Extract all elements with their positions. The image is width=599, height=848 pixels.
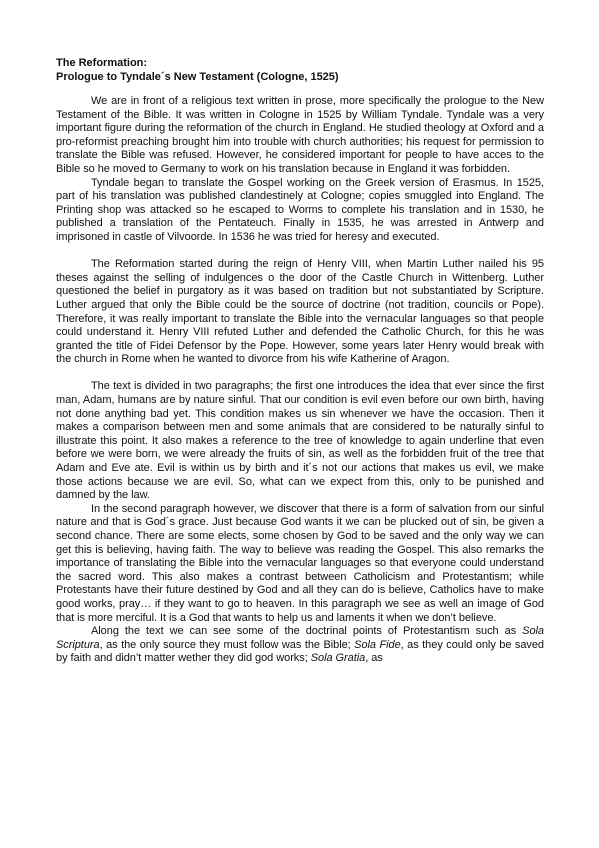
- paragraph-second-paragraph-analysis: In the second paragraph however, we discover that there is a form of salvation from our sinful nature and that is God´s grace. Just because God wants it we can be plucked out of sin, be given a second chance. There are some elects, some chosen by God to be saved and the only way we can get this is believing, having faith. The way to believe was reading the Gospel. This also remarks the importance of translating the Bible into the vernacular languages so that everyone could understand the sacred word. This also makes a contrast between Catholicism and Protestantism; while Protestants have their future destined by God and all they can do is believe, Catholics have to make good works, pray… if they want to go to heaven. In this paragraph we see as well an image of God that is more merciful. It is a God that wants to help us and laments it when we don’t believe.: [56, 502, 544, 624]
- text-segment: , as they could only be saved by faith and didn’t matter wether they did god works;: [56, 638, 544, 665]
- paragraph-tyndale-biography: Tyndale began to translate the Gospel working on the Greek version of Erasmus. In 1525, part of his translation was published clandestinely at Cologne; copies smuggled into England. The Printing shop was attacked so he escaped to Worms to complete his translation and in 1530, he published a translation of the Pentateuch. Finally in 1535, he was arrested in Antwerp and imprisoned in castle of Vilvoorde. In 1536 he was tried for heresy and executed.: [56, 176, 544, 243]
- italic-term: Sola Gratia: [310, 652, 366, 665]
- text-segment: , as: [365, 652, 383, 665]
- paragraph-doctrinal-points: [56, 625, 544, 666]
- text-segment: , as the only source they must follow was the Bible;: [99, 638, 355, 651]
- document-title: The Reformation:: [56, 57, 148, 69]
- text-segment: Along the text we can see some of the doctrinal points of Protestantism such as: [91, 625, 523, 638]
- italic-term: Sola Fide: [354, 638, 401, 651]
- paragraph-text-structure: The text is divided in two paragraphs; the first one introduces the idea that ever since the first man, Adam, humans are by nature sinful. That our condition is evil even before our own birth, having not done anything bad yet. This condition makes us sin whenever we have the occasion. Then it makes a comparison between men and some animals that are considered to be naturally sinful to illustrate this point. It also makes a reference to the tree of knowledge to again underline that even before we were born, we were already the fruits of sin, as well as the forbidden fruit of the tree that Adam and Eve ate. Evil is within us by birth and it´s not our actions that makes us evil, we make those actions because we are evil. So, what can we expect from this, only to be punished and damned by the law.: [56, 380, 544, 502]
- document-subtitle: Prologue to Tyndale´s New Testament (Cologne, 1525): [56, 71, 339, 83]
- italic-term: Sola Scriptura: [56, 625, 544, 651]
- paragraph-intro: We are in front of a religious text written in prose, more specifically the prologue to the New Testament of the Bible. It was written in Cologne in 1525 by William Tyndale. Tyndale was a very important figure during the reformation of the church in England. He studied theology at Oxford and a pro-reformist preaching brought him into trouble with church authorities; his request for permission to translate the Bible was refused. However, he considered important for people to have acces to the Bible so he moved to Germany to work on his translation because in England it was forbidden.: [56, 95, 544, 175]
- paragraph-reformation-context: The Reformation started during the reign of Henry VIII, when Martin Luther nailed his 95 theses against the selling of indulgences o the door of the Castle Church in Wittenberg. Luther questioned the belief in purgatory as it was based on tradition but not substantiated by Scripture. Luther argued that only the Bible could be the source of doctrine (not tradition, councils or Pope). Therefore, it was really important to translate the Bible into the vernacular languages so that people could understand it. Henry VIII refuted Luther and defended the Catholic Church, for this he was granted the title of Fidei Defensor by the Pope. However, some years later Henry would break with the church in Rome when he wanted to divorce from his wife Katherine of Aragon.: [56, 258, 544, 366]
- document-heading: [56, 56, 544, 84]
